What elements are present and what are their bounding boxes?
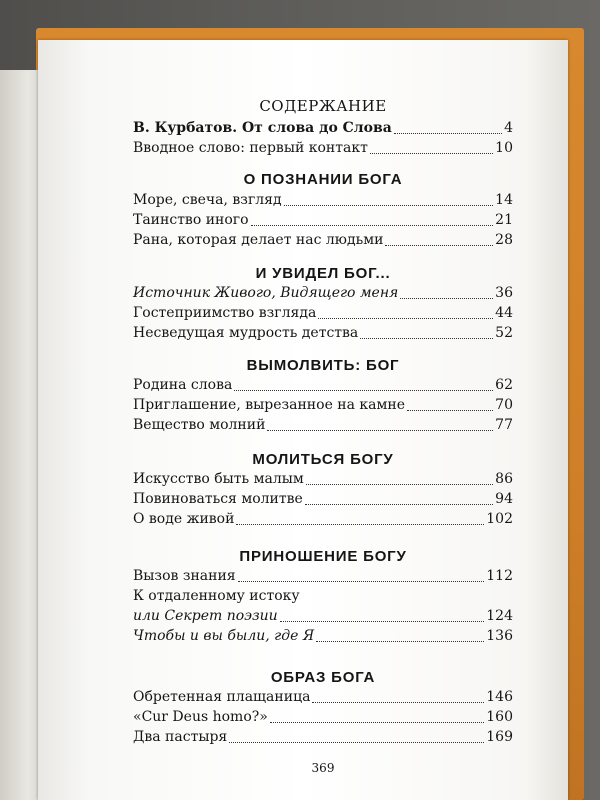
left-page-edge [0,70,40,800]
dot-leader [385,244,493,246]
dot-leader [394,132,502,134]
dot-leader [284,204,494,206]
entry-title: или Секрет поэзии [133,608,278,624]
toc-entry [133,303,513,323]
section-heading: О ПОЗНАНИИ БОГА [243,171,403,188]
entry-title: Несведущая мудрость детства [133,325,359,341]
entry-page: 160 [486,709,513,725]
entry-title: К отдаленному истоку [133,588,300,604]
entry-title: Приглашение, вырезанное на камне [133,397,406,413]
entry-page: 169 [486,729,513,745]
dot-leader [316,640,484,642]
entry-title: Вызов знания [133,568,236,584]
dot-leader [306,483,493,485]
toc-entry [133,283,513,303]
toc-entry [133,727,513,747]
dot-leader [236,523,484,525]
toc-entry [133,323,513,343]
dot-leader [238,580,485,582]
toc-entry [133,626,513,646]
dot-leader [267,429,493,431]
entry-page: 62 [495,377,513,393]
book-page [38,40,568,800]
entry-title: В. Курбатов. От слова до Слова [133,120,392,136]
entry-title: Вводное слово: первый контакт [133,140,368,156]
entry-page: 112 [486,568,513,584]
toc-entry [133,118,513,138]
entry-title: Рана, которая делает нас людьми [133,232,384,248]
dot-leader [407,409,493,411]
entry-title: Таинство иного [133,212,249,228]
toc-entry [133,230,513,250]
section-heading: МОЛИТЬСЯ БОГУ [252,451,394,468]
entry-page: 14 [495,192,513,208]
entry-page: 136 [486,628,513,644]
toc-entry [133,606,513,626]
toc-entry [133,210,513,230]
toc-entry [133,190,513,210]
toc-entry [133,687,513,707]
dot-leader [400,297,493,299]
toc-entry [133,469,513,489]
entry-title: «Cur Deus homo?» [133,709,268,725]
toc-entry [133,395,513,415]
entry-title: Искусство быть малым [133,471,304,487]
entry-page: 124 [486,608,513,624]
entry-page: 21 [495,212,513,228]
entry-title: Родина слова [133,377,233,393]
section-heading: ПРИНОШЕНИЕ БОГУ [239,548,407,565]
entry-title: Повиноваться молитве [133,491,303,507]
toc-entry [133,566,513,586]
toc-entry [133,509,513,529]
entry-page: 70 [495,397,513,413]
entry-page: 86 [495,471,513,487]
entry-page: 28 [495,232,513,248]
entry-page: 44 [495,305,513,321]
toc-entry [133,586,513,606]
toc-entry [133,375,513,395]
page-number: 369 [311,761,335,775]
dot-leader [251,224,494,226]
entry-title: Чтобы и вы были, где Я [133,628,315,644]
entry-page: 77 [495,417,513,433]
entry-title: Обретенная плащаница [133,689,311,705]
section-heading: ВЫМОЛВИТЬ: БОГ [246,357,400,374]
entry-page: 36 [495,285,513,301]
entry-page: 52 [495,325,513,341]
toc-entry [133,707,513,727]
toc-entry [133,415,513,435]
dot-leader [305,503,493,505]
entry-title: Гостеприимство взгляда [133,305,317,321]
entry-page: 4 [504,120,513,136]
section-heading: И УВИДЕЛ БОГ... [255,265,391,282]
entry-page: 10 [495,140,513,156]
entry-title: Источник Живого, Видящего меня [133,285,399,301]
section-heading: ОБРАЗ БОГА [270,669,376,686]
dot-leader [234,389,493,391]
entry-title: О воде живой [133,511,235,527]
dot-leader [270,721,484,723]
entry-title: Вещество молний [133,417,266,433]
dot-leader [229,741,484,743]
contents-heading: СОДЕРЖАНИЕ [259,97,387,115]
entry-title: Море, свеча, взгляд [133,192,282,208]
entry-page: 102 [486,511,513,527]
dot-leader [370,152,493,154]
dot-leader [280,620,485,622]
entry-page: 146 [486,689,513,705]
dot-leader [312,701,484,703]
entry-title: Два пастыря [133,729,228,745]
toc-entry [133,138,513,158]
dot-leader [360,337,493,339]
dot-leader [318,317,493,319]
toc-entry [133,489,513,509]
entry-page: 94 [495,491,513,507]
